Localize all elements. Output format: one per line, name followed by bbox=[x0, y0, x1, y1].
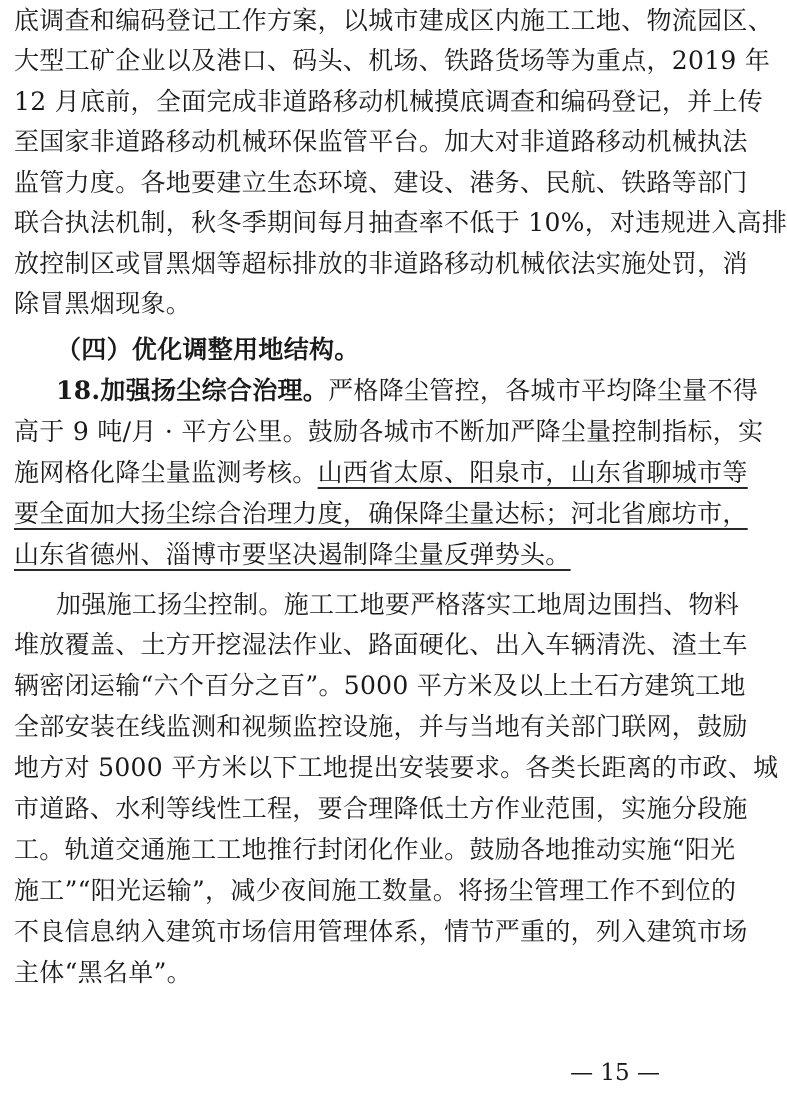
construction-line-6: 市道路、水利等线性工程，要合理降低土方作业范围，实施分段施 bbox=[14, 794, 748, 823]
construction-line-8: 施工”“阳光运输”，减少夜间施工数量。将扬尘管理工作不到位的 bbox=[14, 876, 737, 905]
item18-line-1 bbox=[14, 368, 759, 413]
page-number: — 15 — bbox=[570, 1060, 660, 1086]
item18-line5-underlined: 山东省德州、淄博市要坚决遏制降尘量反弹势头。 bbox=[14, 540, 571, 569]
intro-line-6: 联合执法机制，秋冬季期间每月抽查率不低于 10%，对违规进入高排 bbox=[14, 208, 787, 237]
construction-line-9: 不良信息纳入建筑市场信用管理体系，情节严重的，列入建筑市场 bbox=[14, 917, 748, 946]
item18-line3-underlined: 山西省太原、阳泉市，山东省聊城市等 bbox=[317, 458, 748, 487]
item18-line3-plain: 施网格化降尘量监测考核。 bbox=[14, 458, 318, 487]
intro-line-5: 监管力度。各地要建立生态环境、建设、港务、民航、铁路等部门 bbox=[14, 168, 748, 197]
section-heading: （四）优化调整用地结构。 bbox=[56, 335, 360, 364]
intro-line-4: 至国家非道路移动机械环保监管平台。加大对非道路移动机械执法 bbox=[14, 127, 748, 156]
construction-line-1: 加强施工扬尘控制。施工工地要严格落实工地周边围挡、物料 bbox=[56, 590, 740, 619]
construction-line-10: 主体“黑名单”。 bbox=[14, 958, 192, 987]
item18-line-5 bbox=[14, 532, 686, 577]
construction-line-3: 辆密闭运输“六个百分之百”。5000 平方米及以上土石方建筑工地 bbox=[14, 671, 746, 700]
intro-line-3: 12 月底前，全面完成非道路移动机械摸底调查和编码登记，并上传 bbox=[14, 87, 764, 116]
intro-line-7: 放控制区或冒黑烟等超标排放的非道路移动机械依法实施处罚，消 bbox=[14, 249, 748, 278]
intro-line-2: 大型工矿企业以及港口、码头、机场、铁路货场等为重点，2019 年 bbox=[14, 46, 771, 75]
construction-line-2: 堆放覆盖、土方开挖湿法作业、路面硬化、出入车辆清洗、渣土车 bbox=[14, 630, 748, 659]
item18-number: 18. bbox=[56, 376, 101, 405]
item18-line4-underlined: 要全面加大扬尘综合治理力度，确保降尘量达标；河北省廊坊市， bbox=[14, 499, 748, 528]
intro-line-8: 除冒黑烟现象。 bbox=[14, 289, 192, 318]
item18-line-4 bbox=[14, 491, 748, 536]
item18-title: 加强扬尘综合治理。 bbox=[100, 376, 329, 405]
intro-line-1: 底调查和编码登记工作方案，以城市建成区内施工工地、物流园区、 bbox=[14, 6, 774, 35]
item18-line-3 bbox=[14, 450, 748, 495]
construction-line-7: 工。轨道交通施工工地推行封闭化作业。鼓励各地推动实施“阳光 bbox=[14, 835, 736, 864]
construction-line-5: 地方对 5000 平方米以下工地提出安装要求。各类长距离的市政、城 bbox=[14, 753, 779, 782]
item18-line-2: 高于 9 吨/月 · 平方公里。鼓励各城市不断加严降尘量控制指标，实 bbox=[14, 417, 764, 446]
item18-line1-rest: 严格降尘管控，各城市平均降尘量不得 bbox=[328, 376, 759, 405]
construction-line-4: 全部安装在线监测和视频监控设施，并与当地有关部门联网，鼓励 bbox=[14, 712, 748, 741]
